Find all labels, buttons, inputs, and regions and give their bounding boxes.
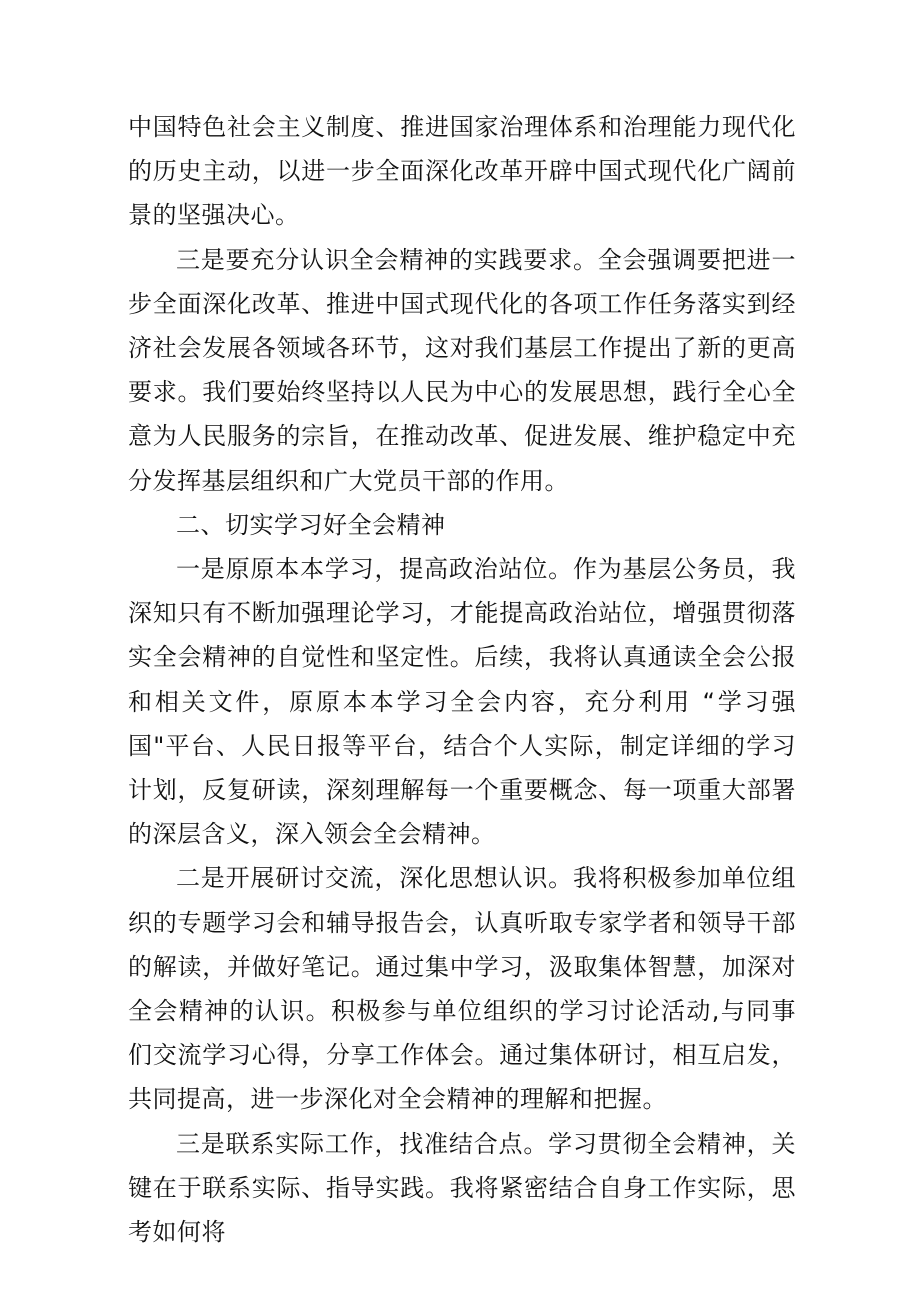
paragraph-3: 一是原原本本学习，提高政治站位。作为基层公务员，我深知只有不断加强理论学习，才能提高政治站位，增强贯彻落实全会精神的自觉性和坚定性。后续，我将认真通读全会公报和相关文件，原原本本学习全会内容，充分利用 “学习强国"平台、人民日报等平台，结合个人实际，制定详细的学习计划，反复研读，深刻理解每一个重要概念、每一项重大部署的深层含义，深入领会全会精神。 (128, 555, 796, 849)
paragraph-5: 三是联系实际工作，找准结合点。学习贯彻全会精神，关键在于联系实际、指导实践。我将紧密结合自身工作实际，思考如何将 (128, 1129, 796, 1247)
document-body (128, 105, 796, 1254)
paragraph-1: 中国特色社会主义制度、推进国家治理体系和治理能力现代化的历史主动，以进一步全面深化改革开辟中国式现代化广阔前景的坚强决心。 (128, 113, 796, 230)
section-heading: 二、切实学习好全会精神 (176, 510, 446, 539)
paragraph-2: 三是要充分认识全会精神的实践要求。全会强调要把进一步全面深化改革、推进中国式现代化的各项工作任务落实到经济社会发展各领域各环节，这对我们基层工作提出了新的更高要求。我们要始终坚持以人民为中心的发展思想，践行全心全意为人民服务的宗旨，在推动改革、促进发展、维护稳定中充分发挥基层组织和广大党员干部的作用。 (128, 245, 796, 495)
paragraph-4: 二是开展研讨交流，深化思想认识。我将积极参加单位组织的专题学习会和辅导报告会，认真听取专家学者和领导干部的解读，并做好笔记。通过集中学习，汲取集体智慧，加深对全会精神的认识。积极参与单位组织的学习讨论活动,与同事们交流学习心得，分享工作体会。通过集体研讨，相互启发，共同提高，进一步深化对全会精神的理解和把握。 (128, 864, 796, 1114)
